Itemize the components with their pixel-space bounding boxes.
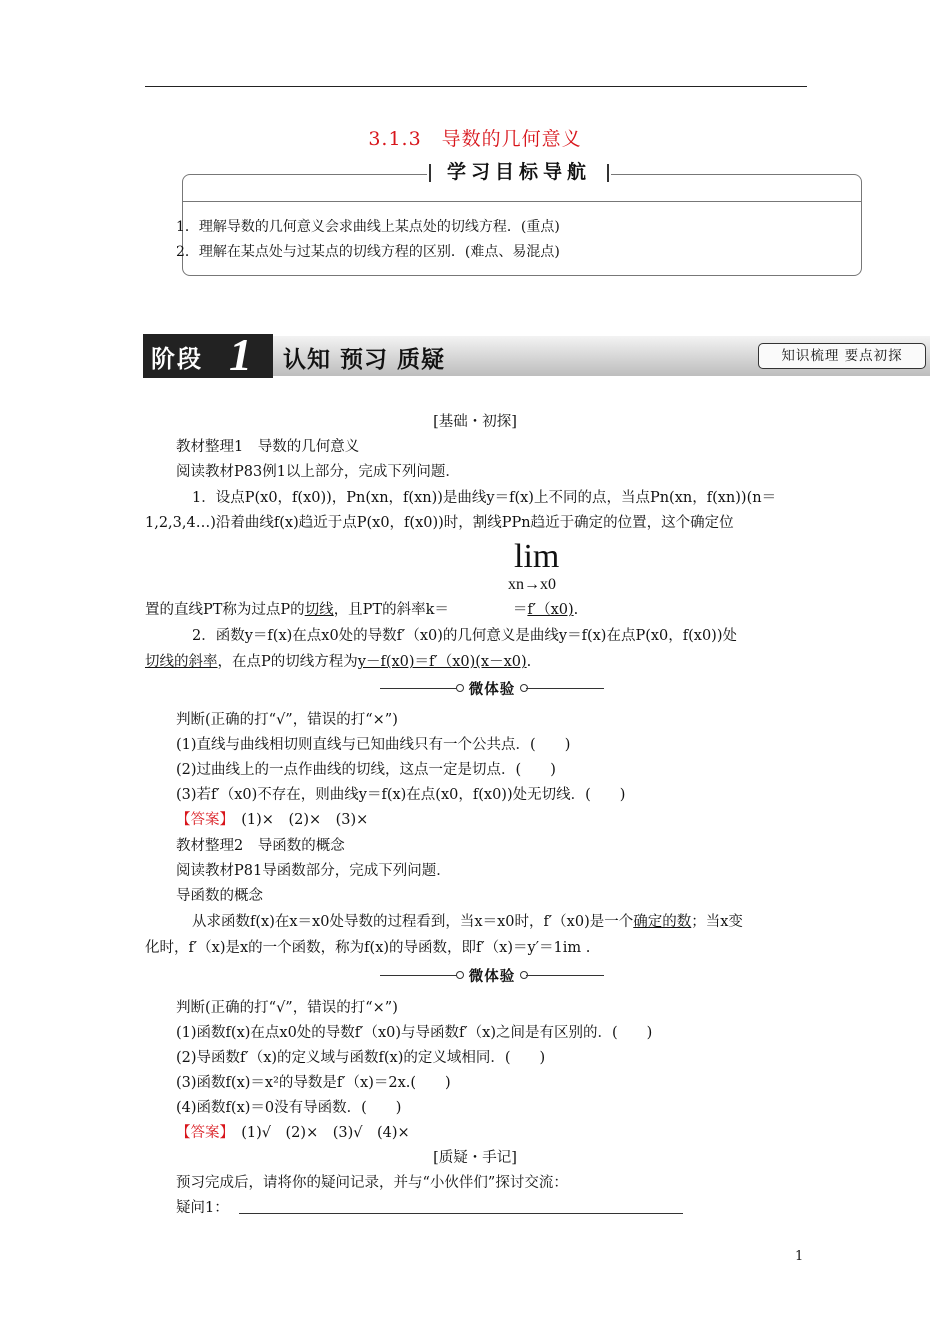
stage-label: 阶段	[151, 345, 203, 373]
blank-derivative: f′（x0)	[527, 602, 574, 618]
para-2-end: .	[526, 654, 532, 670]
ex1-q3: (3)若f′（x0)不存在，则曲线y＝f(x)在点(x0，f(x0))处无切线．( )	[176, 787, 626, 803]
goal-item-2: 2．理解在某点处与过某点的切线方程的区别．(难点、易混点)	[176, 244, 560, 260]
page-title: 3.1.3 导数的几何意义	[368, 128, 582, 150]
ex2-q3: (3)函数f(x)＝x²的导数是f′（x)＝2x.( )	[176, 1075, 451, 1091]
heading-bar-right	[607, 164, 609, 182]
section-intro-1: 阅读教材P83例1以上部分，完成下列问题．	[176, 464, 460, 480]
para-1-line-2: 1,2,3,4…)沿着曲线f(x)趋近于点P(x0，f(x0))时，割线PPn趋近于确定的位置，这个确定位	[145, 515, 734, 531]
section-title-2: 教材整理2 导函数的概念	[176, 838, 345, 854]
sec2-line-1b: ；当x变	[691, 914, 743, 930]
limit-subscript: xn→x0	[508, 576, 556, 593]
stage-banner	[143, 329, 930, 380]
para-2-line-1: 2．函数y＝f(x)在点x0处的导数f′（x0)的几何意义是曲线y＝f(x)在点P(x0，f(x0))处	[192, 628, 738, 644]
para-2-mid: ，在点P的切线方程为	[217, 654, 358, 670]
micro-exercise-divider-1	[380, 679, 604, 697]
blank-tangent-equation: y－f(x0)＝f′（x0)(x－x0)	[357, 654, 527, 670]
sec2-line-1	[192, 910, 743, 931]
para-1-line-3d: .	[573, 602, 579, 618]
ex1-answer-text: (1)× (2)× (3)×	[241, 812, 369, 828]
section-sub-2: 导函数的概念	[176, 888, 263, 904]
ex1-q2: (2)过曲线上的一点作曲线的切线，这点一定是切点．( )	[176, 762, 556, 778]
heading-bar-left	[429, 164, 431, 182]
blank-definite-number: 确定的数	[633, 914, 692, 930]
ex2-q4: (4)函数f(x)＝0没有导函数．( )	[176, 1100, 402, 1116]
ex2-q2: (2)导函数f′（x)的定义域与函数f(x)的定义域相同．( )	[176, 1050, 546, 1066]
ex1-q1: (1)直线与曲线相切则直线与已知曲线只有一个公共点．( )	[176, 737, 571, 753]
ex2-answer-text: (1)√ (2)× (3)√ (4)×	[241, 1125, 410, 1141]
goals-heading	[427, 158, 611, 186]
notes-intro: 预习完成后，请将你的疑问记录，并与“小伙伴们”探讨交流：	[176, 1175, 568, 1191]
section-intro-2: 阅读教材P81导函数部分，完成下列问题．	[176, 863, 451, 879]
page-number: 1	[795, 1249, 804, 1264]
micro-exercise-label-1: 微体验	[468, 682, 516, 698]
ex2-answer-label: 【答案】	[176, 1125, 227, 1141]
micro-exercise-label-2: 微体验	[468, 969, 516, 985]
section-header-notes: [质疑・手记]	[433, 1150, 517, 1166]
para-1-line-3c: ＝	[512, 602, 528, 618]
stage-text: 认知 预习 质疑	[283, 347, 446, 373]
ex2-answer	[176, 1121, 410, 1142]
ex2-q1: (1)函数f(x)在点x0处的导数f′（x0)与导函数f′（x)之间是有区别的．( )	[176, 1025, 653, 1041]
para-1-line-1: 1．设点P(x0，f(x0))，Pn(xn，f(xn))是曲线y＝f(x)上不同的点，当点Pn(xn，f(xn))(n＝	[192, 490, 777, 506]
goals-heading-text: 学习目标导航	[446, 161, 591, 183]
stage-tag: 知识梳理 要点初探	[758, 343, 926, 369]
para-1-line-3	[145, 598, 578, 619]
blank-slope: 切线的斜率	[145, 654, 218, 670]
sec2-line-2: 化时，f′（x)是x的一个函数，称为f(x)的导函数，即f′（x)＝y′＝1im .	[145, 940, 591, 956]
blank-tangent: 切线	[304, 602, 334, 618]
ex2-prompt: 判断(正确的打“√”，错误的打“×”)	[176, 1000, 398, 1016]
ex1-answer	[176, 808, 368, 829]
para-1-line-3a: 置的直线PT称为过点P的	[145, 602, 305, 618]
goal-item-1: 1．理解导数的几何意义会求曲线上某点处的切线方程．(重点)	[176, 219, 560, 235]
ex1-answer-label: 【答案】	[176, 812, 227, 828]
question-1-blank-line[interactable]	[239, 1213, 683, 1214]
para-2-line-2	[145, 650, 531, 671]
micro-exercise-divider-2	[380, 966, 604, 984]
top-rule	[145, 86, 807, 87]
stage-number: 1	[229, 329, 252, 380]
section-header-basics: [基础・初探]	[433, 414, 517, 430]
sec2-line-1a: 从求函数f(x)在x＝x0处导数的过程看到，当x＝x0时，f′（x0)是一个	[192, 914, 634, 930]
limit-symbol: lim	[514, 538, 560, 575]
para-1-line-3b: ，且PT的斜率k＝	[333, 602, 449, 618]
section-title-1: 教材整理1 导数的几何意义	[176, 439, 360, 455]
question-1-label: 疑问1：	[176, 1200, 229, 1216]
ex1-prompt: 判断(正确的打“√”，错误的打“×”)	[176, 712, 398, 728]
